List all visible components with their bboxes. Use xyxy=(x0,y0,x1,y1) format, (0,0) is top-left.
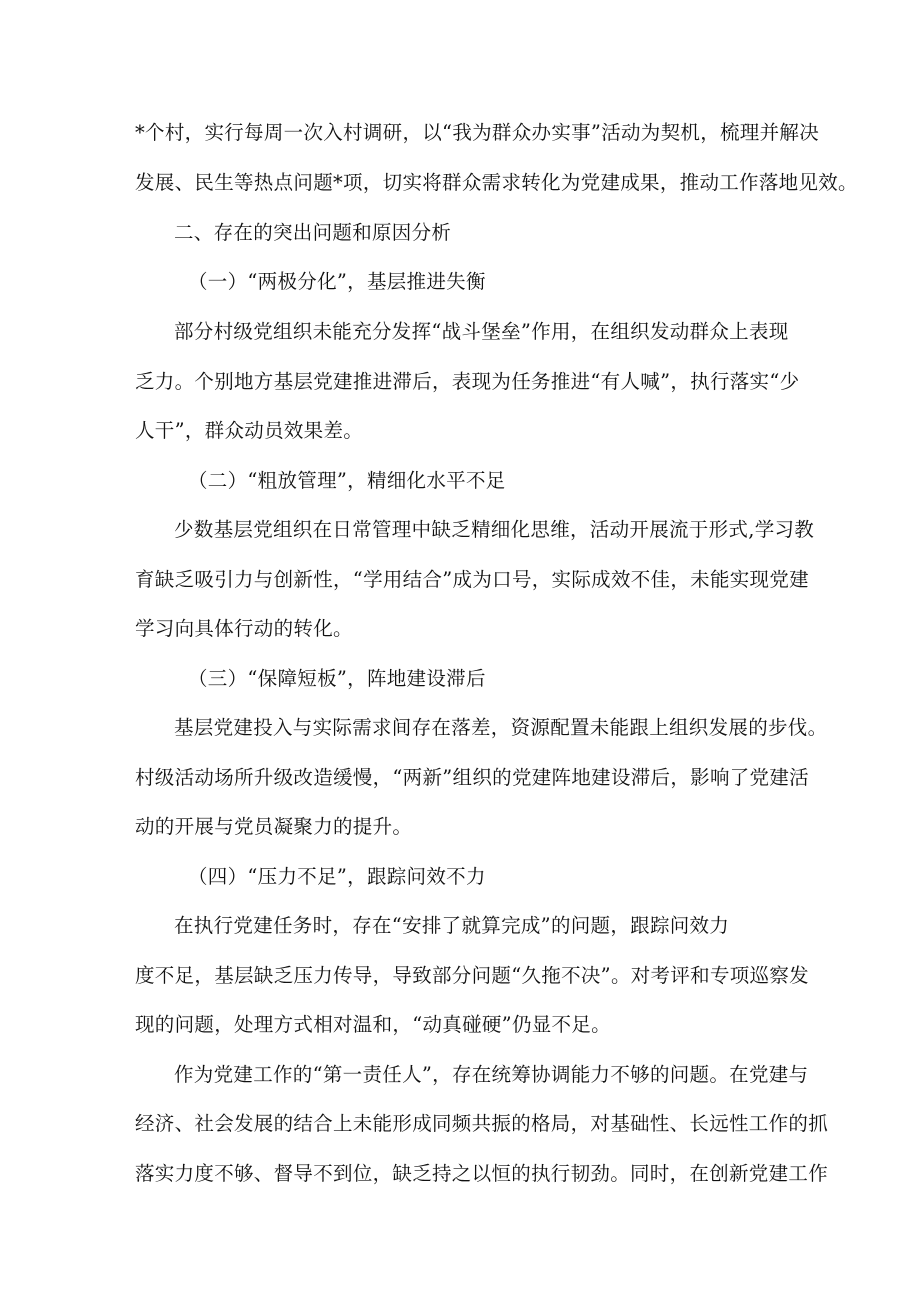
body-text-line: *个村，实行每周一次入村调研，以“我为群众办实事”活动为契机，梳理并解决 xyxy=(135,121,819,144)
body-text-line: 学习向具体行动的转化。 xyxy=(135,617,353,640)
section-heading: 二、存在的突出问题和原因分析 xyxy=(174,221,452,244)
body-text-line: 落实力度不够、督导不到位，缺乏持之以恒的执行韧劲。同时，在创新党建工作 xyxy=(135,1162,829,1185)
body-text-line: 在执行党建任务时，存在“安排了就算完成”的问题，跟踪问效力 xyxy=(174,914,730,937)
body-text-line: 动的开展与党员凝聚力的提升。 xyxy=(135,815,413,838)
body-text-line: 部分村级党组织未能充分发挥“战斗堡垒”作用，在组织发动群众上表现 xyxy=(174,320,789,343)
subsection-heading: （二）“粗放管理”，精细化水平不足 xyxy=(188,469,506,492)
body-text-line: 基层党建投入与实际需求间存在落差，资源配置未能跟上组织发展的步伐。 xyxy=(174,716,828,739)
body-text-line: 人干”，群众动员效果差。 xyxy=(135,419,364,442)
body-text-line: 育缺乏吸引力与创新性，“学用结合”成为口号，实际成效不佳，未能实现党建 xyxy=(135,568,809,591)
body-text-line: 少数基层党组织在日常管理中缺乏精细化思维，活动开展流于形式,学习教 xyxy=(174,518,815,541)
body-text-line: 发展、民生等热点问题*项，切实将群众需求转化为党建成果，推动工作落地见效。 xyxy=(135,171,858,194)
body-text-line: 度不足，基层缺乏压力传导，导致部分问题“久拖不决”。对考评和专项巡察发 xyxy=(135,964,809,987)
body-text-line: 乏力。个别地方基层党建推进滞后，表现为任务推进“有人喊”，执行落实“少 xyxy=(135,370,800,393)
body-text-line: 作为党建工作的“第一责任人”，存在统筹协调能力不够的问题。在党建与 xyxy=(174,1063,809,1086)
body-text-line: 村级活动场所升级改造缓慢，“两新”组织的党建阵地建设滞后，影响了党建活 xyxy=(135,766,809,789)
subsection-heading: （四）“压力不足”，跟踪问效不力 xyxy=(188,865,486,888)
subsection-heading: （一）“两极分化”，基层推进失衡 xyxy=(188,270,486,293)
body-text-line: 经济、社会发展的结合上未能形成同频共振的格局，对基础性、长远性工作的抓 xyxy=(135,1112,829,1135)
body-text-line: 现的问题，处理方式相对温和，“动真碰硬”仍显不足。 xyxy=(135,1013,611,1036)
subsection-heading: （三）“保障短板”，阵地建设滞后 xyxy=(188,667,486,690)
